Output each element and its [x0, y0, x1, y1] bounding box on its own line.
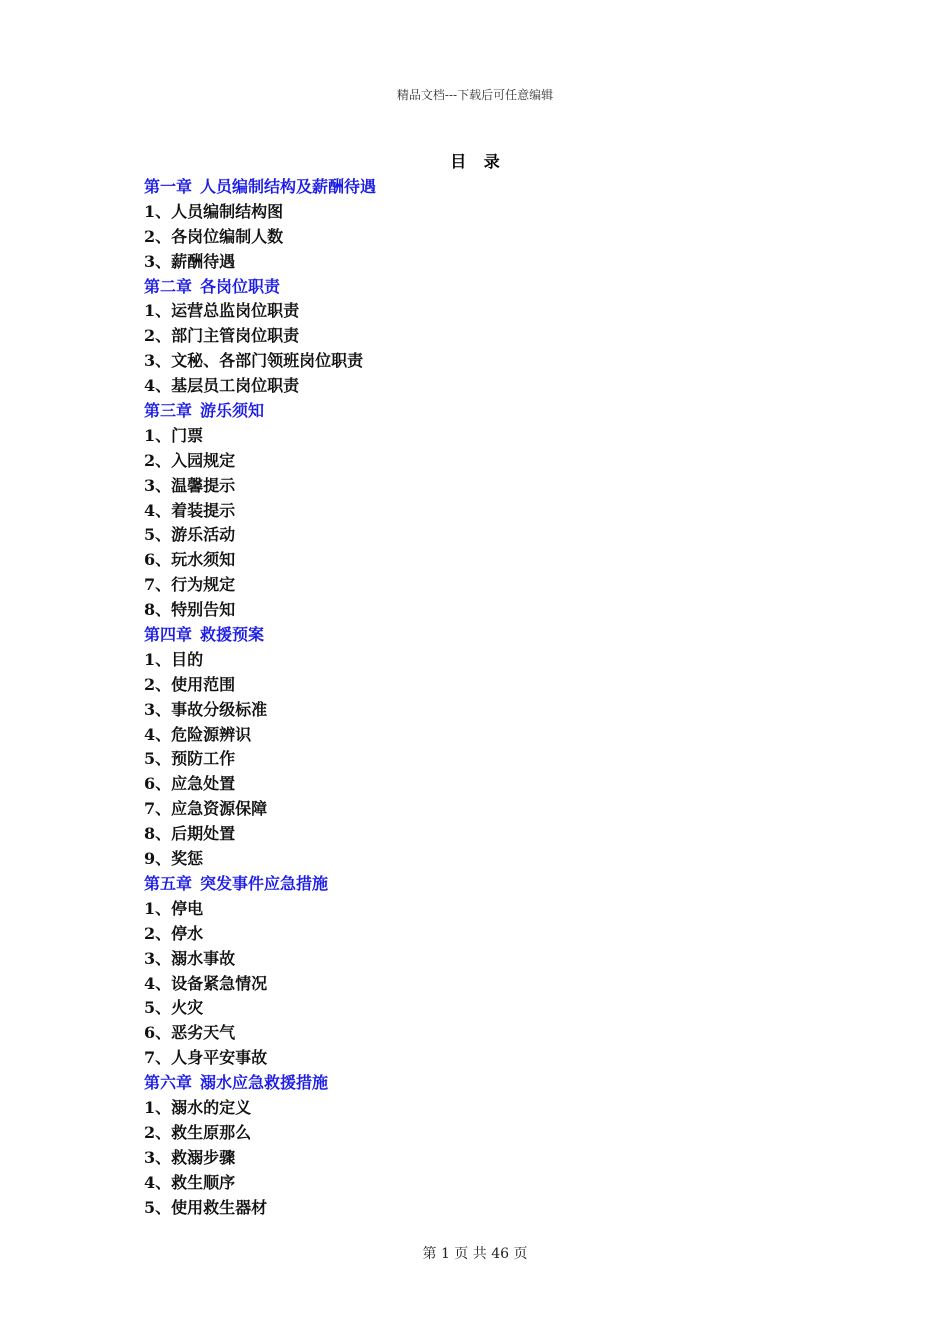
toc-item[interactable]: 3、事故分级标准 — [144, 699, 268, 719]
toc-chapter-heading[interactable] — [144, 275, 744, 300]
chapter-title: 游乐须知 — [200, 401, 265, 421]
toc-item[interactable]: 3、文秘、各部门领班岗位职责 — [144, 351, 364, 371]
toc-chapter-heading[interactable] — [144, 623, 744, 648]
toc-item[interactable]: 7、人身平安事故 — [144, 1048, 268, 1068]
toc-item[interactable]: 7、行为规定 — [144, 575, 236, 595]
toc-item[interactable]: 2、各岗位编制人数 — [144, 226, 284, 246]
toc-item[interactable]: 5、火灾 — [144, 998, 204, 1018]
toc-item[interactable]: 2、使用范围 — [144, 674, 236, 694]
toc-item[interactable]: 1、目的 — [144, 649, 204, 669]
toc-item[interactable]: 4、基层员工岗位职责 — [144, 376, 300, 396]
toc-item[interactable]: 7、应急资源保障 — [144, 799, 268, 819]
toc-item[interactable]: 6、玩水须知 — [144, 550, 236, 570]
chapter-number: 第五章 — [144, 873, 193, 893]
toc-item[interactable]: 2、停水 — [144, 923, 204, 943]
toc-item[interactable]: 1、运营总监岗位职责 — [144, 301, 300, 321]
page-header: 精品文档---下载后可任意编辑 — [396, 88, 554, 102]
chapter-title: 人员编制结构及薪酬待遇 — [200, 177, 377, 196]
toc-item[interactable]: 2、救生原那么 — [144, 1122, 252, 1142]
toc-item[interactable]: 3、温馨提示 — [144, 475, 236, 495]
toc-item[interactable]: 1、溺水的定义 — [144, 1097, 252, 1117]
chapter-number: 第六章 — [144, 1073, 193, 1093]
toc-item[interactable]: 8、特别告知 — [144, 600, 236, 620]
toc-item[interactable]: 3、溺水事故 — [144, 948, 236, 968]
toc-item[interactable]: 8、后期处置 — [144, 824, 236, 844]
table-of-contents — [144, 175, 744, 1220]
toc-item[interactable]: 2、入园规定 — [144, 450, 236, 470]
toc-item[interactable]: 4、危险源辨识 — [144, 724, 252, 744]
toc-item[interactable]: 6、应急处置 — [144, 774, 236, 794]
toc-item[interactable]: 4、着装提示 — [144, 500, 236, 520]
toc-item[interactable]: 5、使用救生器材 — [144, 1197, 268, 1217]
toc-item[interactable]: 3、薪酬待遇 — [144, 251, 236, 271]
toc-item[interactable]: 1、门票 — [144, 425, 204, 445]
chapter-number: 第二章 — [144, 276, 193, 296]
chapter-title: 各岗位职责 — [200, 276, 281, 296]
toc-chapter-heading[interactable] — [144, 1071, 744, 1096]
toc-item[interactable]: 9、奖惩 — [144, 849, 204, 869]
toc-item[interactable]: 2、部门主管岗位职责 — [144, 326, 300, 346]
toc-chapter-heading[interactable] — [144, 872, 744, 897]
toc-title: 目 录 — [450, 152, 506, 171]
toc-item[interactable]: 3、救溺步骤 — [144, 1147, 236, 1167]
chapter-title: 溺水应急救援措施 — [200, 1073, 329, 1093]
chapter-number: 第四章 — [144, 625, 193, 645]
toc-item[interactable]: 1、停电 — [144, 898, 204, 918]
chapter-title: 救援预案 — [200, 625, 265, 645]
toc-item[interactable]: 4、救生顺序 — [144, 1172, 236, 1192]
toc-item[interactable]: 4、设备紧急情况 — [144, 973, 268, 993]
toc-item[interactable]: 5、预防工作 — [144, 749, 236, 769]
toc-item[interactable]: 5、游乐活动 — [144, 525, 236, 545]
toc-chapter-heading[interactable] — [144, 399, 744, 424]
page-footer: 第 1 页 共 46 页 — [422, 1246, 528, 1262]
chapter-number: 第三章 — [144, 401, 193, 421]
toc-item[interactable]: 6、恶劣天气 — [144, 1023, 236, 1043]
chapter-number: 第一章 — [144, 177, 193, 196]
toc-item[interactable]: 1、人员编制结构图 — [144, 201, 284, 221]
chapter-title: 突发事件应急措施 — [200, 873, 329, 893]
toc-chapter-heading[interactable] — [144, 175, 744, 200]
